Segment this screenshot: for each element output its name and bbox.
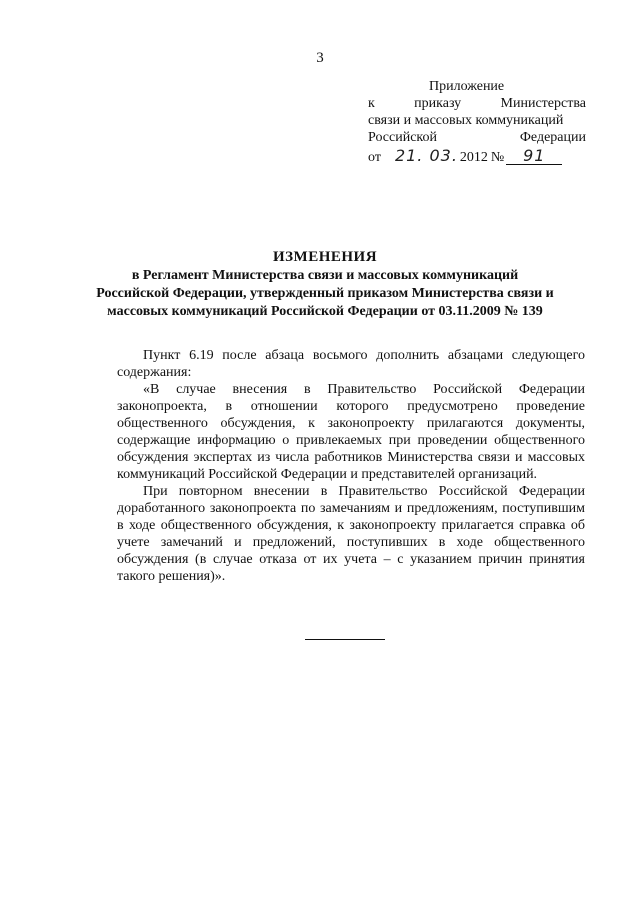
title-line-1: в Регламент Министерства связи и массовых коммуникаций — [131, 268, 519, 283]
handwritten-date: 21. 03. — [394, 146, 458, 165]
number-sign: № — [490, 150, 505, 165]
appendix-word-ministry: Министерства — [500, 96, 586, 111]
appendix-label: Приложение — [429, 79, 505, 94]
handwritten-order-number: 91 — [506, 147, 562, 165]
date-prefix: от — [368, 150, 381, 165]
document-title — [95, 248, 555, 321]
paragraph-1: Пункт 6.19 после абзаца восьмого дополнить абзацами следующего содержания: — [117, 348, 585, 380]
appendix-ministry-name: связи и массовых коммуникаций — [368, 113, 564, 128]
appendix-line-1 — [368, 78, 586, 95]
appendix-word-russian: Российской — [368, 130, 437, 145]
paragraph-2: «В случае внесения в Правительство Российской Федерации законопроекта, в отношении которого предусмотрено проведение общественного обсуждения, к законопроекту прилагаются документы, содержащие информацию о привлекаемых при проведении общественного обсуждения экспертах из числа работников Министерства связи и массовых коммуникаций Российской Федерации и представителей организаций. — [117, 382, 585, 482]
appendix-line-3 — [368, 112, 586, 129]
appendix-word-federation: Федерации — [519, 130, 586, 145]
title-line-3: массовых коммуникаций Российской Федерации от 03.11.2009 № 139 — [107, 304, 543, 319]
appendix-date-line — [368, 147, 586, 166]
document-body — [117, 347, 585, 585]
appendix-line-4 — [368, 129, 586, 146]
appendix-word-order: приказу — [414, 96, 462, 111]
end-separator-line — [305, 639, 385, 640]
appendix-line-2 — [368, 95, 586, 112]
title-line-2: Российской Федерации, утвержденный приказом Министерства связи и — [96, 286, 554, 301]
order-year: 2012 — [459, 150, 488, 165]
paragraph-3: При повторном внесении в Правительство Российской Федерации доработанного законопроекта по замечаниям и предложениям, поступившим в ходе общественного обсуждения, к законопроекту прилагается справка об учете замечаний и предложений, поступивших в ходе общественного обсуждения (в случае отказа от их учета – с указанием причин принятия такого решения)». — [117, 484, 585, 584]
appendix-block — [368, 78, 586, 166]
appendix-word-k: к — [368, 96, 375, 111]
title-heading: ИЗМЕНЕНИЯ — [272, 249, 378, 265]
page-number: 3 — [316, 50, 324, 66]
